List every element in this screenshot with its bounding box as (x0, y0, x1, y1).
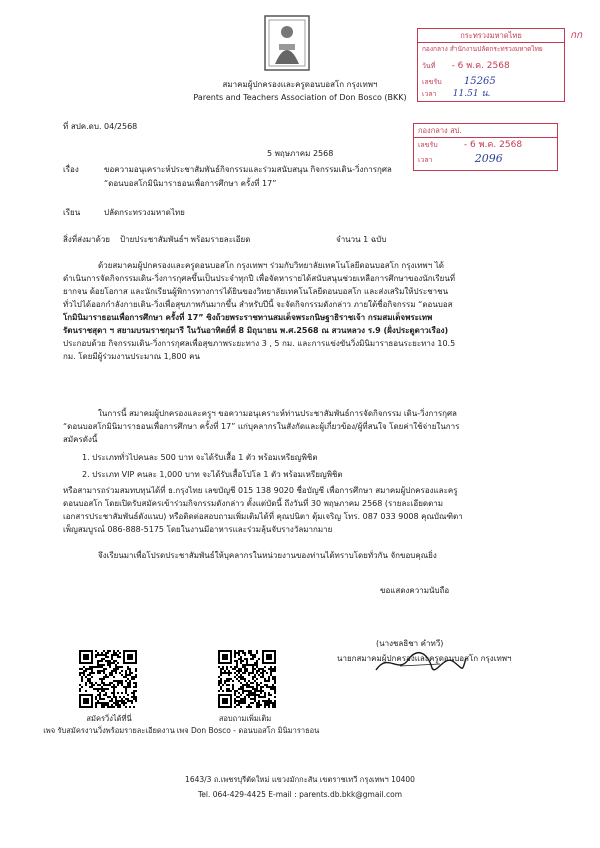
footer-address: 1643/3 ถ.เพชรบุรีตัดใหม่ แขวงมักกะสัน เขตราชเทวี กรุงเทพฯ 10400 (185, 775, 415, 784)
paragraph-3 (63, 484, 544, 536)
p1-line: ด้วยสมาคมผู้ปกครองและครูดอนบอสโก กรุงเทพฯ ร่วมกับวิทยาลัยเทคโนโลยีดอนบอสโก กรุงเทพฯ ได้ (98, 261, 444, 270)
stamp2-date: - 6 พ.ค. 2568 (463, 140, 523, 150)
p3-line: เอกสารประชาสัมพันธ์ดังแนบ) หรือติดต่อสอบถามเพิ่มเติมได้ที่ คุณปนิตา ตุ้มเจริญ โทร. 087 033 9008 คุณบัณฑิตา (63, 512, 463, 521)
p3-line: เพ็ญสมบูรณ์ 086-888-5175 โดยในงานมีอาหารและร่วมลุ้นจับรางวัลมากมาย (63, 525, 333, 534)
association-logo (263, 14, 311, 72)
stamp2-recv-value: 2096 (474, 152, 503, 165)
p2-line: “ดอนบอสโกมินิมาราธอนเพื่อการศึกษา ครั้งที่ 17” แก่บุคลากรในสังกัดและผู้เกี่ยวข้อง/ผู้ที่สนใจ โดยค่าใช้จ่ายในการ (63, 422, 460, 431)
fee-list (82, 451, 542, 481)
letter-date: 5 พฤษภาคม 2568 (267, 149, 334, 158)
qr-right-caption-1: สอบถามเพิ่มเติม (218, 714, 272, 723)
p1-line: ยากจน ด้อยโอกาส และนักเรียนผู้พิการทางการได้ยินของวิทยาลัยเทคโนโลยีดอนบอสโก และส่งเสริมให้ประชาชน (63, 287, 449, 296)
ministry-receipt-stamp (417, 28, 565, 102)
subject-label: เรื่อง (63, 165, 79, 174)
stamp2-recv-label: เลขรับ (418, 141, 438, 149)
p1-line: รัตนราชสุดา ฯ สยามบรมราชกุมารี ในวันอาทิตย์ที่ 8 มิถุนายน พ.ศ.2568 ณ สวนหลวง ร.9 (ฝั่งประตูดาวเรือง) (63, 326, 449, 335)
stamp-recv-value: 15265 (463, 76, 496, 87)
qr-left-caption-1: สมัครวิ่งได้ที่นี่ (86, 714, 132, 723)
facebook-page-qr-code[interactable] (218, 650, 276, 708)
p1-line: โกมินิมาราธอนเพื่อการศึกษา ครั้งที่ 17” ซิงถ้วยพระราชทานสมเด็จพระกนิษฐาธิราชเจ้า กรมสมเด็จพระเทพ (63, 313, 433, 322)
stamp2-time-label: เวลา (418, 156, 433, 164)
qr-right-caption-2: เพจ Don Bosco - ดอนบอสโก มินิมาราธอน (176, 726, 320, 735)
footer-contact: Tel. 064-429-4425 E-mail : parents.db.bkk@gmail.com (197, 790, 403, 799)
registration-qr-code[interactable] (79, 650, 137, 708)
p1-line: กม. โดยมีผู้ร่วมงานประมาณ 1,800 คน (63, 352, 200, 361)
closing: ขอแสดงความนับถือ (380, 586, 450, 595)
p1-line: ประกอบด้วย กิจกรรมเดิน-วิ่งการกุศลเพื่อสุขภาพระยะทาง 3 , 5 กม. และการแข่งขันวิ่งมินิมาราธอนระยะทาง 10.5 (63, 339, 456, 348)
subject-line-2: “ดอนบอสโกมินิมาราธอนเพื่อการศึกษา ครั้งที่ 17” (104, 179, 277, 188)
fee-item: 1. ประเภททั่วไปคนละ 500 บาท จะได้รับเสื้อ 1 ตัว พร้อมเหรียญพิชิต (82, 453, 318, 462)
subject-line-1: ขอความอนุเคราะห์ประชาสัมพันธ์กิจกรรมและร่วมสนับสนุน กิจกรรมเดิน-วิ่งการกุศล (104, 165, 392, 174)
enclosure-qty: จำนวน 1 ฉบับ (336, 235, 387, 244)
stamp-dept: กองกลาง สำนักงานปลัดกระทรวงมหาดไทย (422, 45, 543, 53)
signer-name: (นางชลธิชา คำทวี) (376, 639, 444, 648)
qr-left-caption-2: เพจ รับสมัครงานวิ่งพร้อมรายละเอียดงาน (43, 726, 175, 735)
paragraph-4: จึงเรียนมาเพื่อโปรดประชาสัมพันธ์ให้บุคลากรในหน่วยงานของท่านได้ทราบโดยทั่วกัน จักขอบคุณยิ่ง (98, 551, 437, 560)
p1-line: ดำเนินการจัดกิจกรรมเดิน-วิ่งการกุศลขึ้นเป็นประจำทุกปี เพื่อจัดหารายได้สนับสนุนช่วยเหลือการศึกษาของนักเรียนที่ (63, 274, 456, 283)
stamp2-title: กองกลาง สป. (414, 124, 557, 138)
ref-number: ที่ สปค.ดบ. 04/2568 (63, 122, 138, 131)
enclosure-label: สิ่งที่ส่งมาด้วย (63, 235, 110, 244)
p2-line: ในการนี้ สมาคมผู้ปกครองและครูฯ ขอความอนุเคราะห์ท่านประชาสัมพันธ์การจัดกิจกรรม เดิน-วิ่งการกุศล (98, 409, 457, 418)
fee-item: 2. ประเภท VIP คนละ 1,000 บาท จะได้รับเสื้อโปโล 1 ตัว พร้อมเหรียญพิชิต (82, 470, 343, 479)
corner-mark: กก (570, 30, 583, 41)
p3-line: หรือสามารถร่วมสมทบทุนได้ที่ ธ.กรุงไทย เลขบัญชี 015 138 9020 ชื่อบัญชี เพื่อการศึกษา สมาคมผู้ปกครองและครู (63, 486, 458, 495)
stamp-date-value: - 6 พ.ค. 2568 (451, 61, 510, 71)
org-name-en: Parents and Teachers Association of Don Bosco (BKK) (193, 93, 407, 102)
stamp-time-label: เวลา (422, 90, 437, 98)
org-name-th: สมาคมผู้ปกครองและครูดอนบอสโก กรุงเทพฯ (222, 80, 378, 89)
stamp-title: กระทรวงมหาดไทย (418, 29, 564, 43)
p1-line: ทั่วไปได้ออกกำลังกายเดิน-วิ่งเพื่อสุขภาพกันมากขึ้น สำหรับปีนี้ จะจัดกิจกรรมดังกล่าว ภายใต้ชื่อกิจกรรม “ดอนบอส (63, 300, 453, 309)
p2-line: สมัครดังนี้ (63, 435, 98, 444)
stamp-date-label: วันที่ (422, 62, 436, 70)
enclosure-item: ป้ายประชาสัมพันธ์ฯ พร้อมรายละเอียด (120, 235, 251, 244)
to-label: เรียน (63, 208, 81, 217)
stamp-recv-label: เลขรับ (422, 78, 442, 86)
signer-title: นายกสมาคมผู้ปกครองและครูดอนบอสโก กรุงเทพฯ (337, 654, 512, 663)
paragraph-2 (63, 407, 544, 446)
paragraph-1 (63, 259, 544, 363)
p3-line: ดอนบอสโก โดยเปิดรับสมัครเข้าร่วมกิจกรรมดังกล่าว ตั้งแต่บัดนี้ ถึงวันที่ 30 พฤษภาคม 2568 (รายละเอียดตาม (63, 499, 444, 508)
to-recipient: ปลัดกระทรวงมหาดไทย (104, 208, 185, 217)
stamp-time-value: 11.51 น. (452, 89, 491, 99)
division-receipt-stamp (413, 123, 558, 171)
